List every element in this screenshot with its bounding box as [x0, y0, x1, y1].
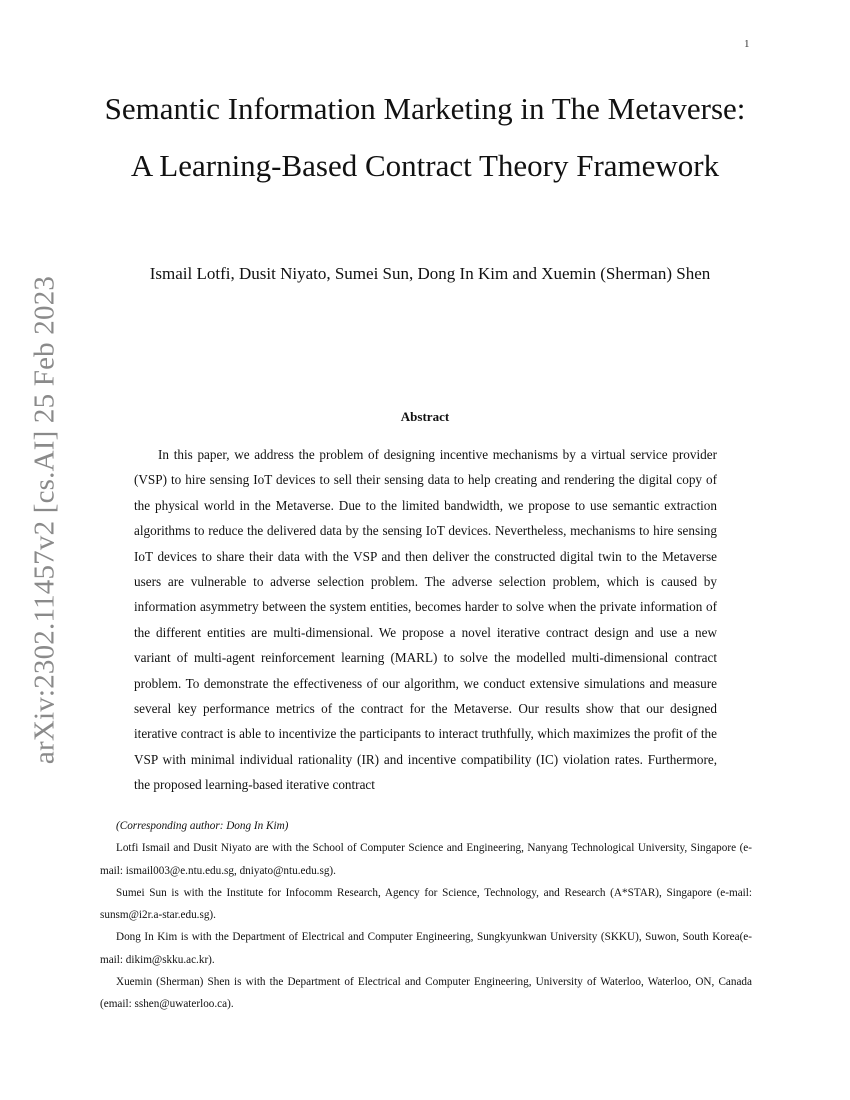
arxiv-identifier: arXiv:2302.11457v2 [cs.AI] 25 Feb 2023	[28, 275, 61, 765]
abstract-heading: Abstract	[400, 409, 450, 424]
corresponding-author-note: (Corresponding author: Dong In Kim)	[116, 820, 289, 832]
page-number: 1	[744, 38, 750, 50]
paper-title: Semantic Information Marketing in The Metaverse: A Learning-Based Contract Theory Framework	[104, 91, 746, 183]
affiliation-note: Dong In Kim is with the Department of Electrical and Computer Engineering, Sungkyunkwan University (SKKU), Suwon, South Korea(e-mail: dikim@skku.ac.kr).	[100, 931, 752, 966]
abstract-body: In this paper, we address the problem of designing incentive mechanisms by a virtual service provider (VSP) to hire sensing IoT devices to sell their sensing data to help creating and rendering the digital copy of the physical world in the Metaverse. Due to the limited bandwidth, we propose to use semantic extraction algorithms to reduce the delivered data by the sensing IoT devices. Nevertheless, mechanisms to hire sensing IoT devices to share their data with the VSP and then deliver the constructed digital twin to the Metaverse users are vulnerable to adverse selection problem. The adverse selection problem, which is caused by information asymmetry between the system entities, becomes harder to solve when the private information of the different entities are multi-dimensional. We propose a novel iterative contract design and use a new variant of multi-agent reinforcement learning (MARL) to solve the modelled multi-dimensional contract problem. To demonstrate the effectiveness of our algorithm, we conduct extensive simulations and measure several key performance metrics of the contract for the Metaverse. Our results show that our designed iterative contract is able to incentivize the participants to interact truthfully, which maximizes the profit of the VSP with minimal individual rationality (IR) and incentive compatibility (IC) violation rates. Furthermore, the proposed learning-based iterative contract	[134, 447, 717, 793]
affiliation-note: Sumei Sun is with the Institute for Infocomm Research, Agency for Science, Technology, and Research (A*STAR), Singapore (e-mail: sunsm@i2r.a-star.edu.sg).	[100, 886, 752, 922]
footnotes	[100, 815, 752, 1016]
affiliation-note: Xuemin (Sherman) Shen is with the Department of Electrical and Computer Engineering, University of Waterloo, Waterloo, ON, Canada (email: sshen@uwaterloo.ca).	[100, 976, 752, 1011]
affiliation-note: Lotfi Ismail and Dusit Niyato are with the School of Computer Science and Engineering, Nanyang Technological University, Singapore (e-mail: ismail003@e.ntu.edu.sg, dniyato@ntu.edu.sg).	[100, 842, 752, 877]
arxiv-stamp	[20, 270, 70, 770]
author-list: Ismail Lotfi, Dusit Niyato, Sumei Sun, Dong In Kim and Xuemin (Sherman) Shen	[149, 264, 711, 283]
